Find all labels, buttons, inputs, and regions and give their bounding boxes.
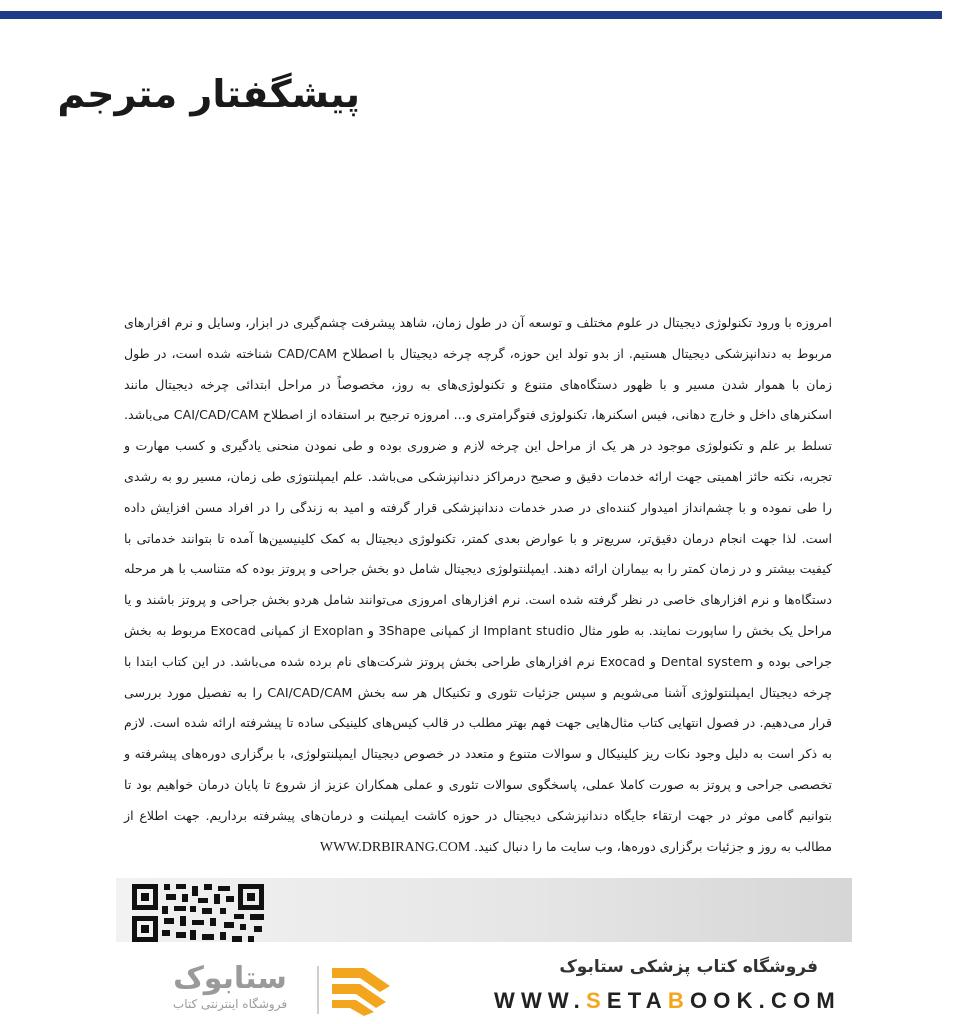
store-url-letter: T: [627, 988, 646, 1013]
store-url-letter: O: [713, 988, 737, 1013]
store-url-letter: B: [667, 988, 690, 1013]
brand-wordmark: [150, 962, 310, 1012]
page-title: پیشگفتار مترجم: [57, 72, 360, 116]
qr-code-icon: [132, 884, 264, 942]
store-url-letter: E: [606, 988, 628, 1013]
store-url-letter: K: [736, 988, 759, 1013]
store-url[interactable]: [494, 988, 840, 1014]
store-url-letter: S: [586, 988, 607, 1013]
body-paragraph: [124, 308, 832, 863]
brand-wordmark-main: ستابوک: [173, 961, 287, 996]
brand-tagline: فروشگاه اینترنتی کتاب: [172, 997, 288, 1011]
store-url-suffix: .COM: [758, 988, 841, 1013]
body-text: امروزه با ورود تکنولوژی دیجیتال در علوم مختلف و توسعه آن در طول زمان، شاهد پیشرفت چشم‌گیری در ابزار، وسایل و نرم افزارهای مربوط به دندانپزشکی دیجیتال هستیم. از بدو تولد این حوزه، گرچه چرخه دیجیتال با اصطلاح CAD/CAM شناخته شده است، در طول زمان با هموار شدن مسیر و با ظهور دستگاه‌های متنوع و تکنولوژی‌های به روز، مخصوصاً در مراحل ابتدائی چرخه دیجیتال مانند اسکنرهای داخل و خارج دهانی، فیس اسکنرها، تکنولوژی فتوگرامتری و... امروزه ترجیح بر استفاده از اصطلاح CAI/CAD/CAM می‌باشد. تسلط بر علم و تکنولوژی موجود در هر یک از مراحل این چرخه لازم و ضروری بوده و طی نمودن منحنی یادگیری و کسب مهارت و تجربه، نکته حائز اهمیتی جهت ارائه خدمات دقیق و صحیح درمراکز دندانپزشکی می‌باشد. علم ایمپلنتوژی طی زمان، مسیر رو به رشدی را طی نموده و با چشم‌انداز امیدوار کننده‌ای در صدر خدمات دندانپزشکی قرار گرفته و امید به زندگی را در افراد مسن افزایش داده است. لذا جهت انجام درمان دقیق‌تر، سریع‌تر و با عوارض بعدی کمتر، تکنولوژی دیجیتال به کمک کلینیسین‌ها آمده تا بتوانند خدماتی با کیفیت بیشتر و در زمان کمتر را به بیماران ارائه دهند. ایمپلنتولوژی دیجیتال شامل دو بخش جراحی و پروتز بوده که متناسب با هر مرحله دستگاه‌ها و نرم افزارهای خاصی در نظر گرفته شده است. نرم افزارهای امروزی می‌توانند شامل هردو بخش جراحی و پروتز باشند و یا مراحل یک بخش را ساپورت نمایند. به طور مثال Implant studio از کمپانی 3Shape و Exoplan از کمپانی Exocad مربوط به بخش جراحی بوده و Dental system و Exocad نرم افزارهای طراحی بخش پروتز شرکت‌های نام برده شده می‌باشد. در این کتاب ابتدا با چرخه دیجیتال ایمپلنتولوژی آشنا می‌شویم و سپس جزئیات تئوری و تکنیکال هر سه بخش CAI/CAD/CAM را به تفصیل مورد بررسی قرار می‌دهیم. در فصول انتهایی کتاب مثال‌هایی جهت فهم بهتر مطلب در قالب کیس‌های کلینیکی ساده تا پیشرفته ارائه شده است. لازم به ذکر است به دلیل وجود نکات ریز کلینیکال و سوالات متنوع و متعدد در خصوص دیجیتال ایمپلنتولوژی، با برگزاری دوره‌های پیشرفته و تخصصی جراحی و پروتز به صورت کاملا عملی، پاسخگوی سوالات تئوری و عملی همکاران عزیز از شروع تا پایان درمان خواهیم بود تا بتوانیم گامی موثر در جهت ارتقاء جایگاه دندانپزشکی دیجیتال در حوزه کاشت ایمپلنت و درمان‌های پیشرفته برداریم. جهت اطلاع از مطالب به روز و جزئیات برگزاری دوره‌ها، وب سایت ما را دنبال کنید.: [124, 315, 833, 854]
website-link[interactable]: WWW.DRBIRANG.COM: [319, 839, 471, 855]
setabook-logo-icon: [330, 964, 398, 1016]
store-url-prefix: WWW.: [494, 988, 586, 1013]
store-name: فروشگاه کتاب پزشکی ستابوک: [559, 957, 818, 977]
logo-divider: [317, 966, 319, 1014]
top-rule: [0, 11, 942, 19]
store-url-letter: A: [645, 988, 668, 1013]
store-url-letter: O: [689, 988, 714, 1013]
